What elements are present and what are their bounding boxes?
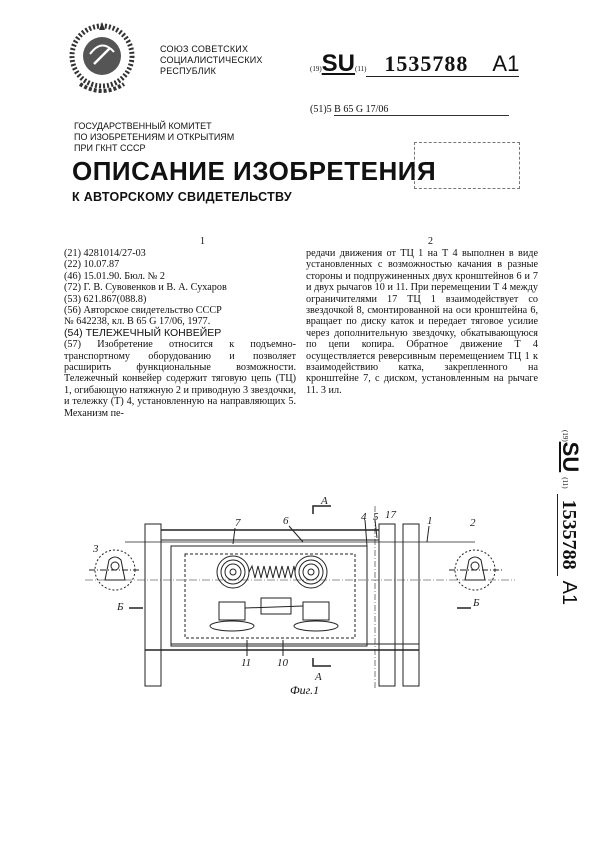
abstract-part-1: (57) Изобретение относится к подъемно-транспортному оборудованию и позволяет расширить функциональные возможности. Тележечный конвейер содержит тяговую цепь (ТЦ) 1, огибающую натяжную 2 и приводную 3 звездочки, и тележку (Т) 4, установленную на направляющих 5. Механизм пе-	[64, 339, 296, 419]
code-19: (19)	[310, 65, 322, 73]
abstract-part-2: редачи движения от ТЦ 1 на Т 4 выполнен в виде установленных с возможностью качания в разные стороны и подпружиненных двух кронштейнов 6 и 7 и двух рычагов 10 и 11. При перемещении Т 4 между ограничителями 17 ТЦ 1 взаимодействует со звездочкой 8, смонтированной на оси кронштейна 6, вращает по диску каток и передает тяговое усилие через дополнительную звездочку, обкатывающуюся по цепи копира. Обратное движение Т 4 осуществляется реверсивным перемещением ТЦ 1 к взаимодействию катка, закрепленного на кронштейне 7, с диском, установленным на рычаге 11. 3 ил.	[306, 248, 538, 396]
committee-line-1: ГОСУДАРСТВЕННЫЙ КОМИТЕТ	[74, 121, 212, 131]
label-6: 6	[283, 515, 289, 527]
side-publication-label	[545, 430, 585, 680]
union-line-2: СОЦИАЛИСТИЧЕСКИХ	[160, 55, 263, 65]
document-title: ОПИСАНИЕ ИЗОБРЕТЕНИЯ	[72, 156, 437, 186]
union-name	[160, 44, 263, 77]
label-17: 17	[385, 509, 396, 521]
biblio-56-cont: № 642238, кл. B 65 G 17/06, 1977.	[64, 316, 211, 328]
biblio-56: (56) Авторское свидетельство СССР	[64, 305, 222, 317]
union-line-3: РЕСПУБЛИК	[160, 66, 217, 76]
side-code-19: (19)	[561, 430, 569, 442]
label-2: 2	[470, 517, 476, 529]
side-country: SU	[558, 441, 583, 473]
biblio-22: (22) 10.07.87	[64, 259, 120, 271]
spring	[249, 566, 295, 578]
committee-line-3: ПРИ ГКНТ СССР	[74, 143, 146, 153]
ipc-code: (51)5	[310, 104, 332, 115]
column-1	[64, 248, 296, 419]
ipc-value: B 65 G 17/06	[334, 104, 389, 115]
label-5: 5	[373, 511, 379, 523]
column-2	[306, 248, 538, 396]
code-11: (11)	[355, 65, 367, 73]
label-7: 7	[235, 517, 241, 529]
country-code: SU	[321, 50, 356, 77]
union-line-1: СОЮЗ СОВЕТСКИХ	[160, 44, 249, 54]
biblio-53: (53) 621.867(088.8)	[64, 293, 147, 305]
column-number-1: 1	[200, 236, 205, 247]
label-3: 3	[93, 543, 99, 555]
label-11: 11	[241, 657, 252, 669]
label-A-bottom: A	[315, 671, 322, 683]
label-B-right: Б	[473, 597, 480, 609]
label-A-top: A	[321, 495, 328, 507]
biblio-46: (46) 15.01.90. Бюл. № 2	[64, 270, 166, 282]
patent-number: 1535788	[366, 51, 474, 77]
column-number-2: 2	[428, 236, 433, 247]
kind-code: A1	[474, 51, 519, 77]
publication-number	[310, 50, 519, 78]
biblio-21: (21) 4281014/27-03	[64, 248, 146, 259]
technical-drawing	[85, 490, 515, 710]
ipc-classification	[310, 104, 509, 116]
biblio-72: (72) Г. В. Сувовенков и В. А. Сухаров	[64, 282, 227, 294]
ussr-emblem-icon	[66, 18, 138, 100]
label-4: 4	[361, 511, 367, 523]
label-1: 1	[427, 515, 433, 527]
side-kind: A1	[558, 580, 580, 606]
library-stamp	[414, 142, 520, 189]
side-number: 1535788	[557, 494, 580, 576]
committee	[74, 121, 234, 154]
document-subtitle: К АВТОРСКОМУ СВИДЕТЕЛЬСТВУ	[72, 190, 292, 204]
biblio-54-title: (54) ТЕЛЕЖЕЧНЫЙ КОНВЕЙЕР	[64, 326, 222, 339]
committee-line-2: ПО ИЗОБРЕТЕНИЯМ И ОТКРЫТИЯМ	[74, 132, 235, 142]
figure-caption: Фиг.1	[290, 683, 320, 697]
side-code-11: (11)	[561, 477, 569, 489]
label-B-left: Б	[117, 601, 124, 613]
label-10: 10	[277, 657, 288, 669]
